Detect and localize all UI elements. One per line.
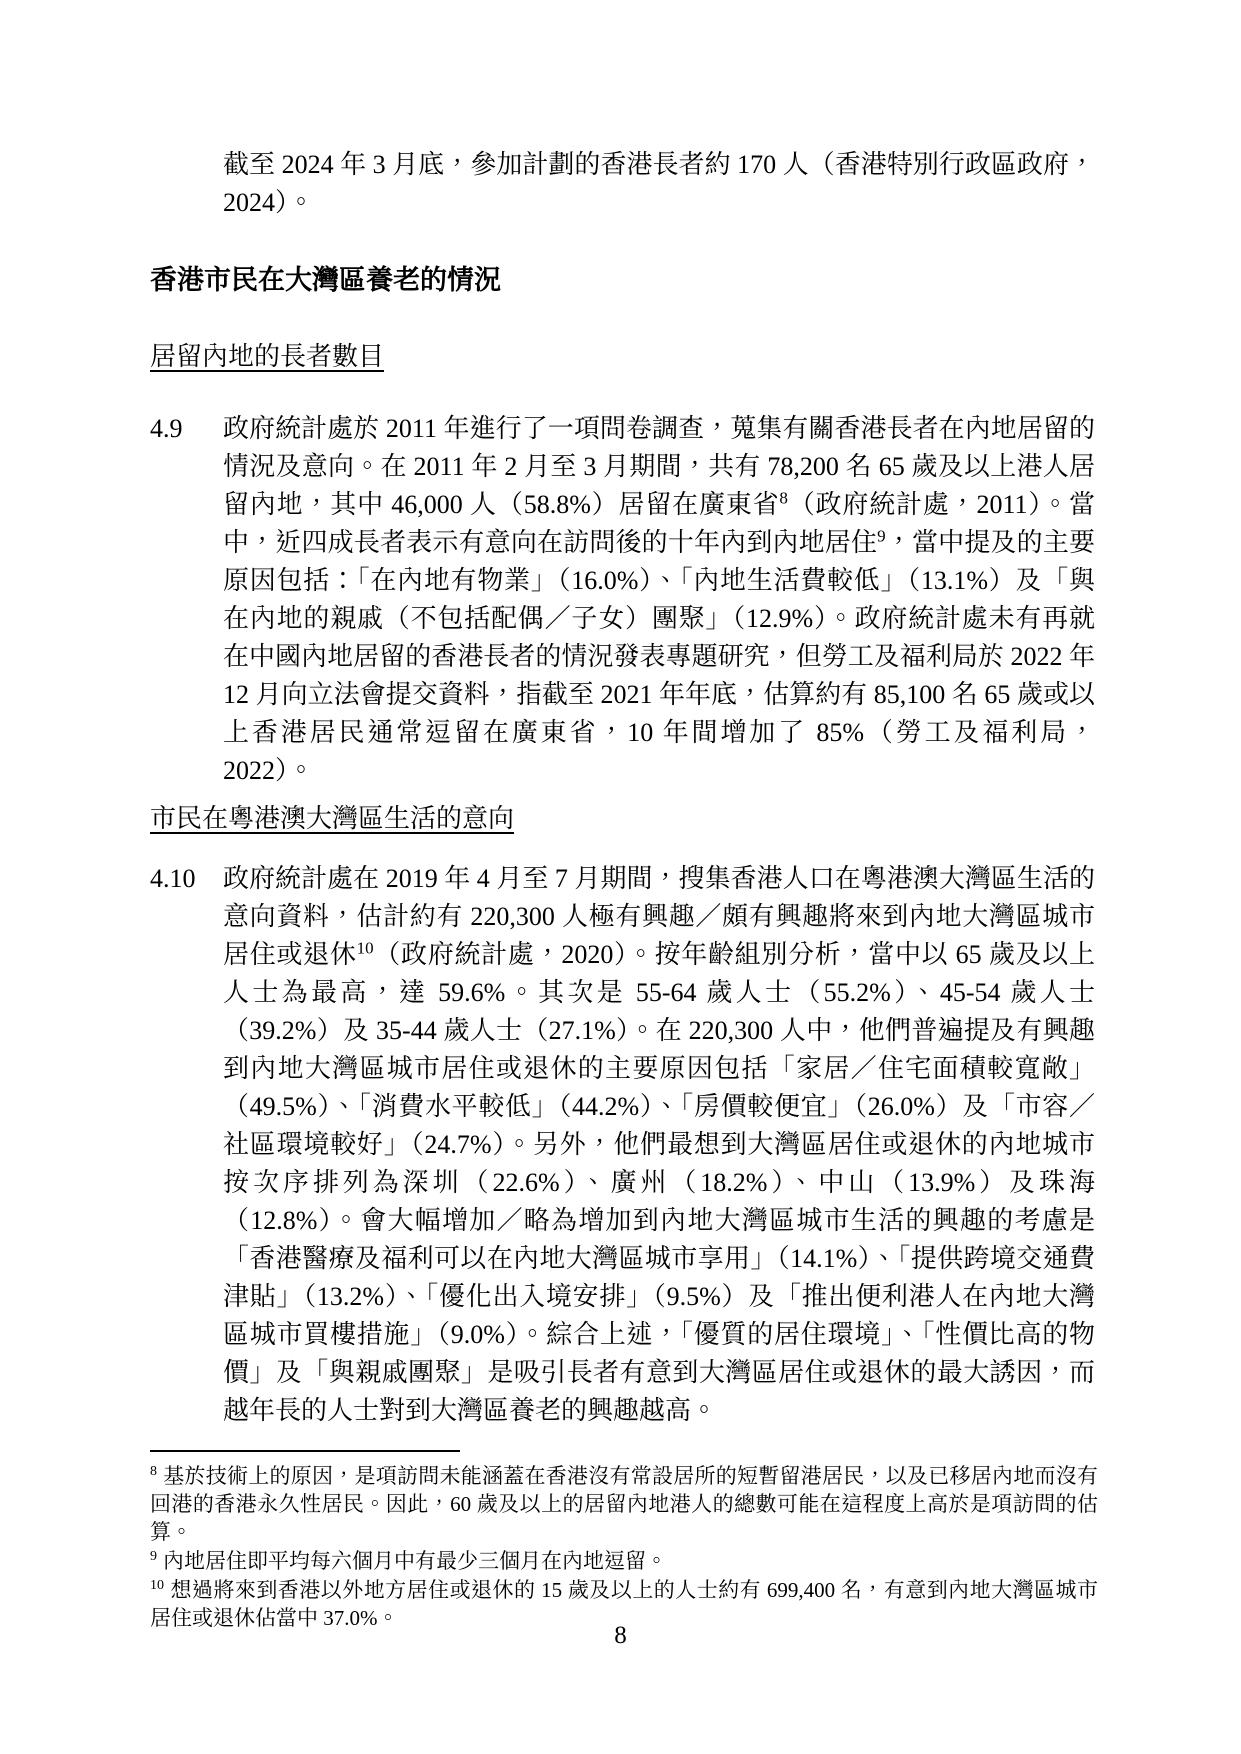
- footnote-10-marker: 10: [150, 1578, 164, 1593]
- section-heading: 香港市民在大灣區養老的情況: [150, 265, 501, 295]
- paragraph-4-9-segment-3: ，當中提及的主要原因包括：「在內地有物業」（16.0%）、「內地生活費較低」（13.1%）及「與在內地的親戚（不包括配偶／子女）團聚」（12.9%）。政府統計處未有再就在中國內地居留的香港長者的情況發表專題研究，但勞工及福利局於 2022 年 12 月向立法會提交資料，指截至 2021 年年底，估算約有 85,100 名 65 歲或以上香港居民通常逗留在廣東省，10 年間增加了 85%（勞工及福利局，2022）。: [223, 528, 1095, 785]
- page-number: 8: [614, 1622, 627, 1649]
- footnote-ref-8: 8: [779, 488, 788, 508]
- paragraph-number-4-10: 4.10: [150, 864, 196, 893]
- subsection-heading-gba-living-intention: 市民在粵港澳大灣區生活的意向: [150, 804, 515, 833]
- paragraph-4-9-segment-2: （政府統計處，2011）。當中，近四成長者表示有意向在訪問後的十年內到內地居住: [223, 490, 1095, 557]
- paragraph-4-10-text: [223, 860, 1095, 1430]
- footnote-ref-10: 10: [356, 938, 374, 958]
- footnote-9-text: 內地居住即平均每六個月中有最少三個月在內地逗留。: [163, 1549, 667, 1573]
- subsection-heading-residing-mainland: 居留內地的長者數目: [150, 342, 385, 371]
- footnotes-section: [150, 1462, 1098, 1633]
- intro-paragraph: 截至 2024 年 3 月底，參加計劃的香港長者約 170 人（香港特別行政區政府，2024）。: [223, 150, 1095, 217]
- paragraph-4-9-segment-1: 政府統計處於 2011 年進行了一項問卷調查，蒐集有關香港長者在內地居留的情況及意向。在 2011 年 2 月至 3 月期間，共有 78,200 名 65 歲及以上港人居留內地，其中 46,000 人（58.8%）居留在廣東省: [223, 414, 1095, 519]
- footnote-separator-rule: [150, 1450, 460, 1452]
- footnote-9-marker: 9: [150, 1549, 157, 1564]
- paragraph-4-9-text: [223, 410, 1095, 790]
- footnote-8: [150, 1462, 1098, 1546]
- footnote-10-text: 想過將來到香港以外地方居住或退休的 15 歲及以上的人士約有 699,400 名，有意到內地大灣區城市居住或退休佔當中 37.0%。: [150, 1578, 1098, 1630]
- paragraph-4-10-segment-2: （政府統計處，2020）。按年齡組別分析，當中以 65 歲及以上人士為最高，達 59.6%。其次是 55-64 歲人士（55.2%）、45-54 歲人士（39.2%）及 35-44 歲人士（27.1%）。在 220,300 人中，他們普遍提及有興趣到內地大灣區城市居住或退休的主要原因包括「家居／住宅面積較寬敞」（49.5%）、「消費水平較低」（44.2%）、「房價較便宜」（26.0%）及「市容／社區環境較好」（24.7%）。另外，他們最想到大灣區居住或退休的內地城市按次序排列為深圳（22.6%）、廣州（18.2%）、中山（13.9%）及珠海（12.8%）。會大幅增加／略為增加到內地大灣區城市生活的興趣的考慮是「香港醫療及福利可以在內地大灣區城市享用」（14.1%）、「提供跨境交通費津貼」（13.2%）、「優化出入境安排」（9.5%）及「推出便利港人在內地大灣區城市買樓措施」（9.0%）。綜合上述，「優質的居住環境」、「性價比高的物價」及「與親戚團聚」是吸引長者有意到大灣區居住或退休的最大誘因，而越年長的人士對到大灣區養老的興趣越高。: [223, 940, 1095, 1425]
- paragraph-4-10-segment-1: 政府統計處在 2019 年 4 月至 7 月期間，搜集香港人口在粵港澳大灣區生活的意向資料，估計約有 220,300 人極有興趣／頗有興趣將來到內地大灣區城市居住或退休: [223, 864, 1095, 969]
- footnote-8-marker: 8: [150, 1464, 157, 1479]
- footnote-9: [150, 1547, 1098, 1575]
- footnote-8-text: 基於技術上的原因，是項訪問未能涵蓋在香港沒有常設居所的短暫留港居民，以及已移居內地而沒有回港的香港永久性居民。因此，60 歲及以上的居留內地港人的總數可能在這程度上高於是項訪問的估算。: [150, 1464, 1098, 1544]
- footnote-ref-9: 9: [877, 526, 886, 546]
- paragraph-number-4-9: 4.9: [150, 414, 183, 443]
